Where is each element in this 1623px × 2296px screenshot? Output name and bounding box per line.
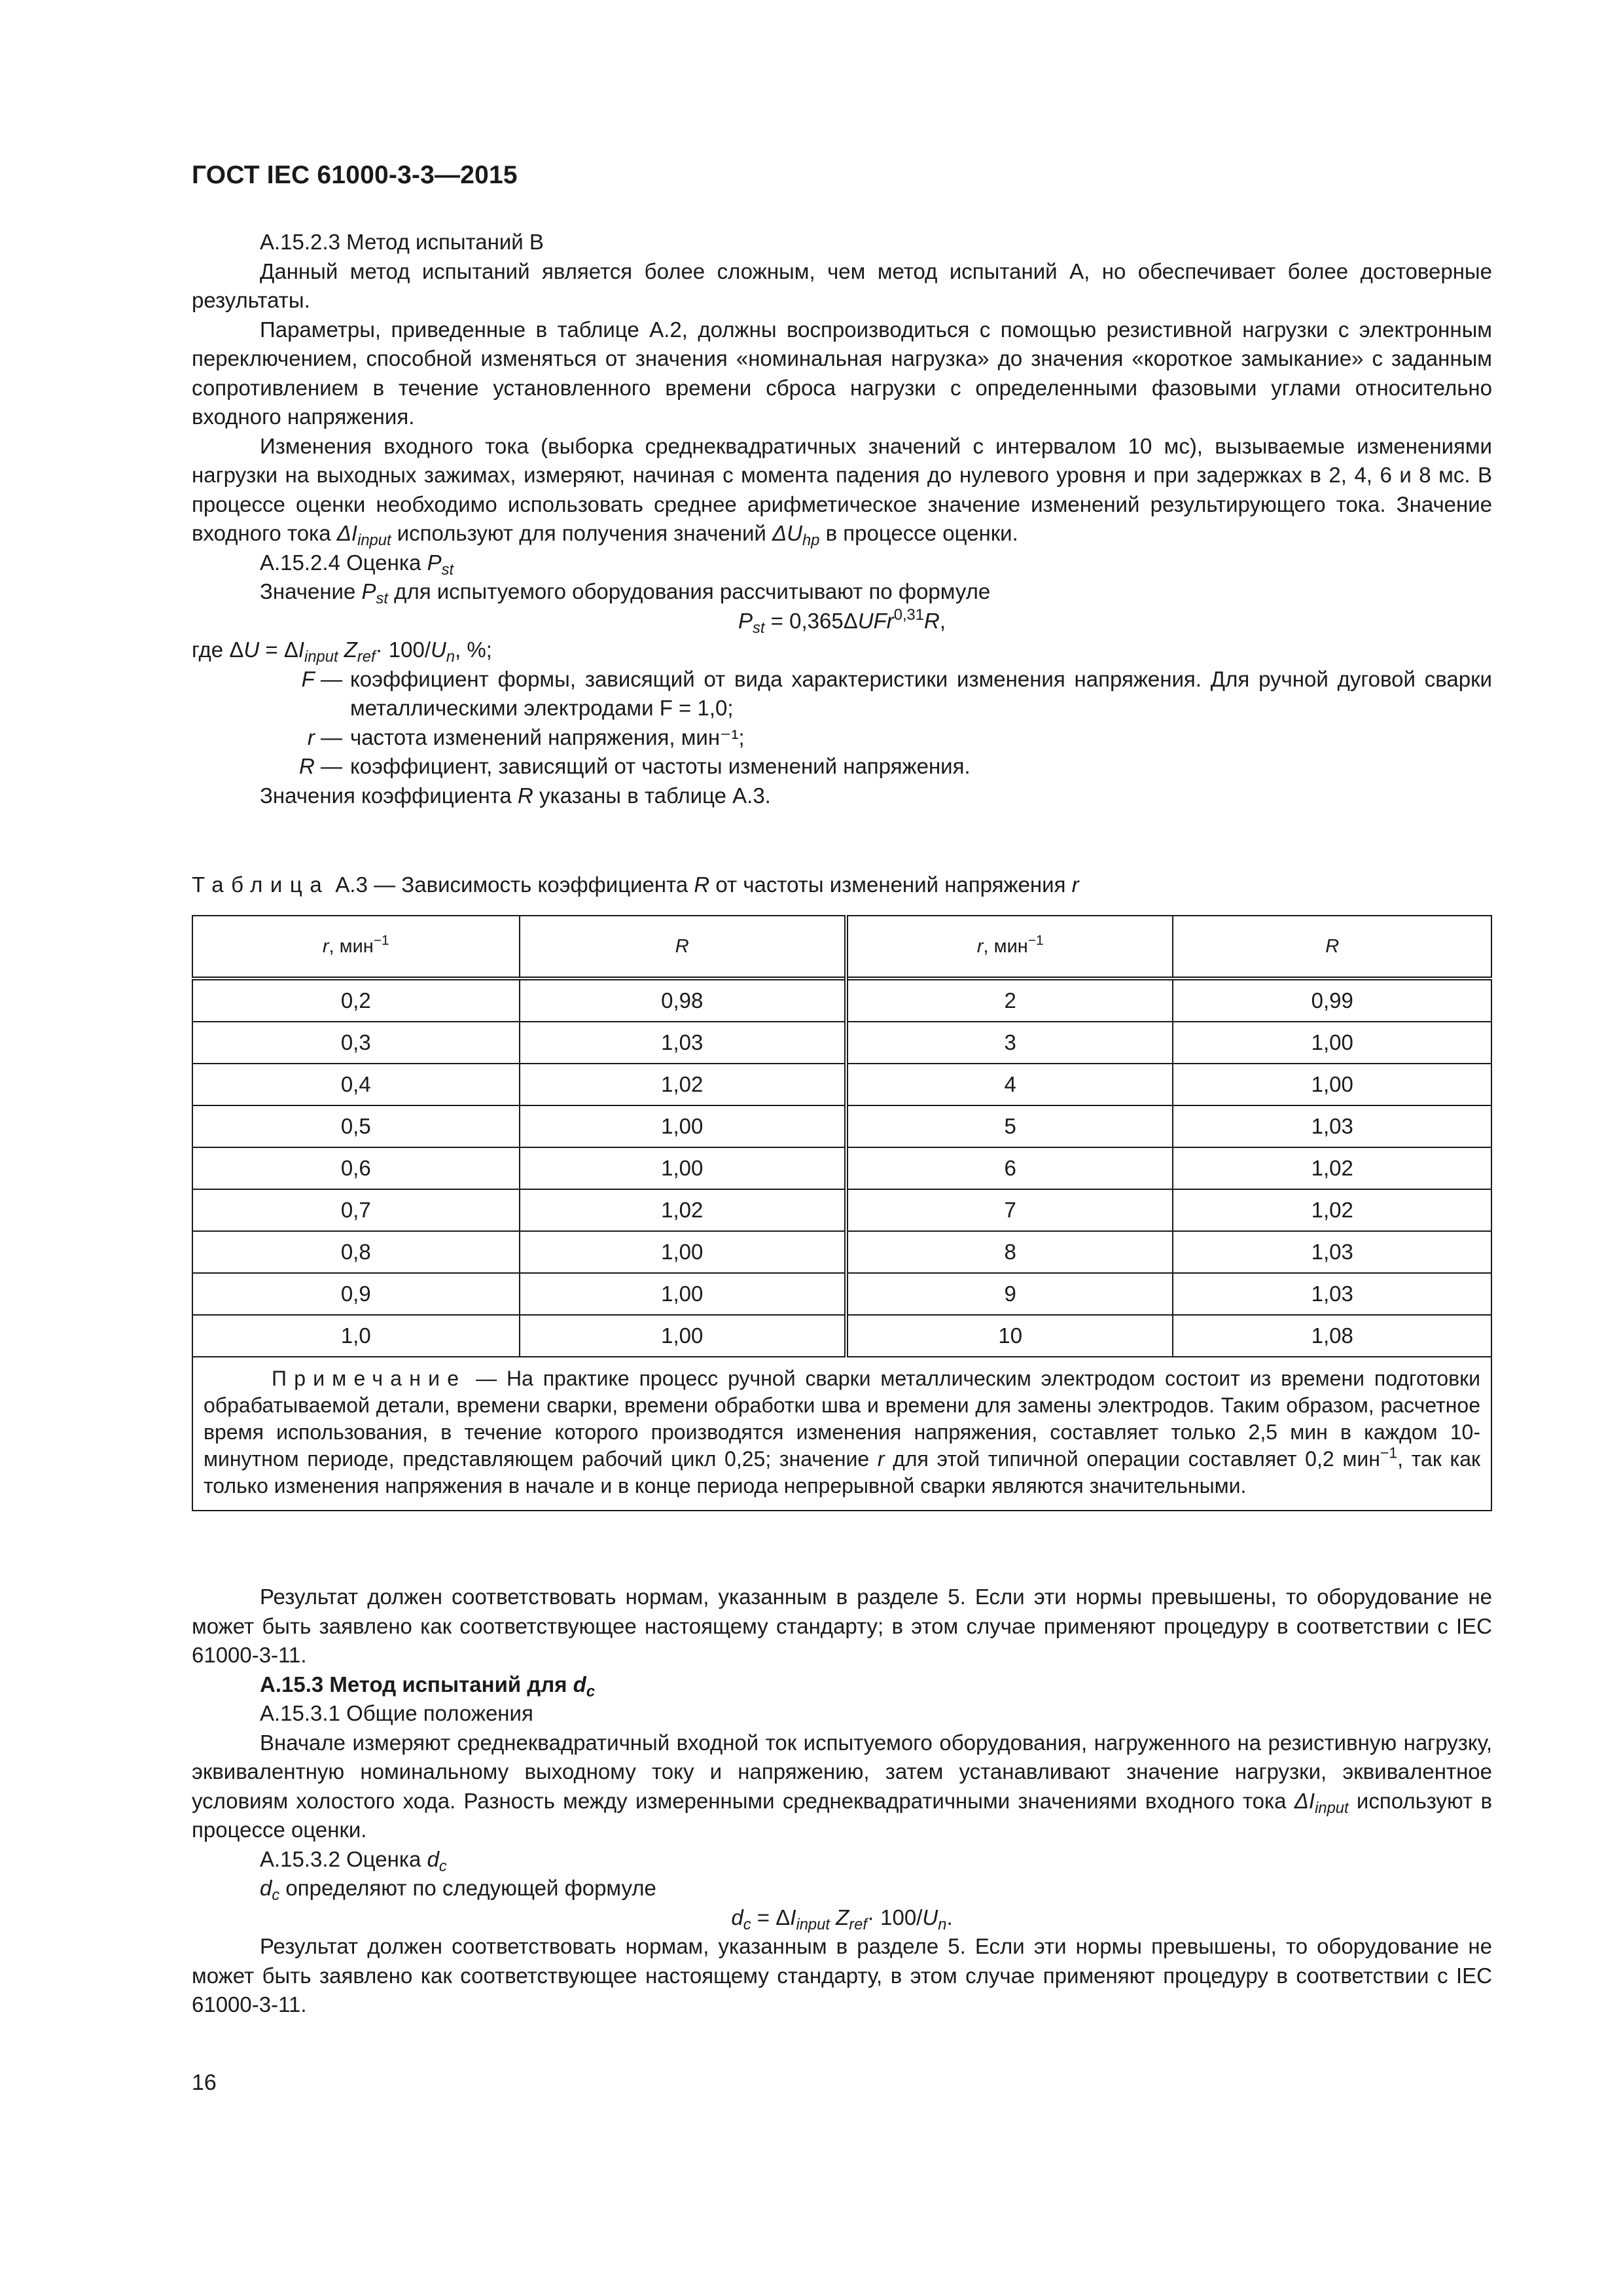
table-cell: 1,03 — [1173, 1273, 1491, 1315]
table-cell: 8 — [846, 1231, 1173, 1273]
paragraph: Результат должен соответствовать нормам, указанным в разделе 5. Если эти нормы превышены, то оборудование не может быть заявлено как соответствующее настоящему стандарту, в этом случае применяют процедуру в соответствии с IEC 61000-3-11. — [192, 1934, 1492, 2017]
table-cell: 1,00 — [520, 1147, 846, 1189]
definition-list — [192, 665, 1492, 781]
paragraph: Изменения входного тока (выборка среднеквадратичных значений с интервалом 10 мс), вызываемые изменениями нагрузки на выходных зажимах, измеряют, начиная с момента падения до нулевого уровня и при задержках в 2, 4, 6 и 8 мс. В процессе оценки необходимо использовать среднее арифметическое значение изменений результирующего тока. Значение входного тока $\Delta I_{input}$ используют для получения значений $\Delta U_{hp}$ в процессе оценки. — [192, 433, 1492, 550]
formula-pst: $P_{st} = 0,365\Delta UFr^{0,31}R$, — [738, 605, 946, 637]
column-header-r: r, мин$^{-1}$ — [192, 916, 520, 978]
paragraph: Вначале измеряют среднеквадратичный входной ток испытуемого оборудования, нагруженного на резистивную нагрузку, эквивалентную номинальному выходному току и напряжению, затем устанавливают значение нагрузки, эквивалентное условиям холостого хода. Разность между измеренными среднеквадратичными значениями входного тока $\Delta I_{input}$ используют в процессе оценки. — [192, 1730, 1492, 1842]
section-heading: А.15.3.1 Общие положения — [260, 1701, 533, 1725]
table-cell: 5 — [846, 1105, 1173, 1147]
table-cell: 1,00 — [520, 1273, 846, 1315]
table-cell: 1,08 — [1173, 1315, 1491, 1357]
column-header-R: R — [1173, 916, 1491, 978]
table-row — [192, 1147, 1491, 1189]
table-cell: 10 — [846, 1315, 1173, 1357]
table-cell: 6 — [846, 1147, 1173, 1189]
table-cell: 1,00 — [520, 1315, 846, 1357]
table-cell: 0,3 — [192, 1022, 520, 1064]
page-number: 16 — [192, 2070, 217, 2095]
formula-dc: $d_c = \Delta I_{input}$ $Z_{ref}\cdot 100/U_n$. — [731, 1905, 953, 1933]
table-cell: 3 — [846, 1022, 1173, 1064]
section-heading: А.15.3.2 Оценка $d_c$ — [260, 1846, 447, 1875]
table-note: Примечание — На практике процесс ручной сварки металлическим электродом состоит из времени подготовки обрабатываемой детали, времени сварки, времени обработки шва и времени для замены электродов. Таким образом, расчетное время использования, в течение которого производятся изменения напряжения, составляет только 2,5 мин в каждом 10-минутном периоде, представляющем рабочий цикл 0,25; значение r для этой типичной операции составляет 0,2 мин$^{-1}$, так как только изменения напряжения в начале и в конце периода непрерывной сварки являются значительными. — [192, 1357, 1491, 1511]
table-cell: 1,03 — [1173, 1231, 1491, 1273]
formula-where: где $\Delta U = \Delta I_{input}$ $Z_{ref}\cdot 100/U_n$, %; — [192, 637, 492, 666]
section-heading: А.15.3 Метод испытаний для $d_c$ — [260, 1672, 596, 1700]
definition-item: F — коэффициент формы, зависящий от вида характеристики изменения напряжения. Для ручной дуговой сварки металлическими электродами F = 1,0; — [301, 666, 1492, 720]
table-cell: 1,0 — [192, 1315, 520, 1357]
table-row — [192, 1105, 1491, 1147]
table-cell: 1,02 — [1173, 1147, 1491, 1189]
table-row — [192, 1064, 1491, 1105]
table-row — [192, 1231, 1491, 1273]
table-cell: 1,00 — [520, 1231, 846, 1273]
paragraph: Параметры, приведенные в таблице А.2, должны воспроизводиться с помощью резистивной нагрузки с электронным переключением, способной изменяться от значения «номинальная нагрузка» до значения «короткое замыкание» с заданным сопротивлением в течение установленного времени сброса нагрузки с определенными фазовыми углами относительно входного напряжения. — [192, 317, 1492, 429]
table-row — [192, 1022, 1491, 1064]
table-cell: 0,98 — [520, 978, 846, 1022]
table-row — [192, 1315, 1491, 1357]
section-after-table — [192, 1583, 1492, 2020]
definition-item: R — коэффициент, зависящий от частоты изменений напряжения. — [298, 754, 971, 778]
table-note-row — [192, 1357, 1491, 1511]
table-header-row — [192, 916, 1491, 978]
paragraph: Данный метод испытаний является более сложным, чем метод испытаний А, но обеспечивает более достоверные результаты. — [192, 259, 1492, 312]
table-cell: 1,03 — [520, 1022, 846, 1064]
table-cell: 0,7 — [192, 1189, 520, 1231]
table-cell: 0,9 — [192, 1273, 520, 1315]
table-cell: 0,4 — [192, 1064, 520, 1105]
standard-header: ГОСТ IEC 61000-3-3—2015 — [192, 161, 518, 189]
table-row — [192, 978, 1491, 1022]
section-heading: А.15.2.4 Оценка $P_{st}$ — [260, 550, 454, 579]
table-cell: 1,02 — [520, 1189, 846, 1231]
definition-item: r — частота изменений напряжения, мин⁻¹; — [307, 725, 745, 749]
paragraph: Значение $P_{st}$ для испытуемого оборудования рассчитывают по формуле — [260, 579, 991, 608]
table-cell: 1,00 — [1173, 1064, 1491, 1105]
column-header-R: R — [520, 916, 846, 978]
table-cell: 1,02 — [1173, 1189, 1491, 1231]
section-a1523 — [192, 228, 1492, 810]
paragraph: $d_c$ определяют по следующей формуле — [260, 1876, 656, 1905]
table-cell: 1,00 — [1173, 1022, 1491, 1064]
table-cell: 0,99 — [1173, 978, 1491, 1022]
table-cell: 1,00 — [520, 1105, 846, 1147]
table-cell: 2 — [846, 978, 1173, 1022]
column-header-r: r, мин$^{-1}$ — [846, 916, 1173, 978]
table-cell: 0,2 — [192, 978, 520, 1022]
table-cell: 0,5 — [192, 1105, 520, 1147]
paragraph: Значения коэффициента R указаны в таблице А.3. — [260, 783, 771, 808]
table-cell: 1,02 — [520, 1064, 846, 1105]
table-row — [192, 1189, 1491, 1231]
table-a3 — [192, 915, 1492, 1511]
section-heading: А.15.2.3 Метод испытаний В — [260, 230, 544, 254]
table-row — [192, 1273, 1491, 1315]
table-cell: 9 — [846, 1273, 1173, 1315]
table-cell: 0,8 — [192, 1231, 520, 1273]
table-cell: 4 — [846, 1064, 1173, 1105]
paragraph: Результат должен соответствовать нормам, указанным в разделе 5. Если эти нормы превышены, то оборудование не может быть заявлено как соответствующее настоящему стандарту; в этом случае применяют процедуру в соответствии с IEC 61000-3-11. — [192, 1585, 1492, 1667]
table-cell: 7 — [846, 1189, 1173, 1231]
table-caption: Таблица А.3 — Зависимость коэффициента R от частоты изменений напряжения r — [192, 872, 1079, 897]
table-cell: 0,6 — [192, 1147, 520, 1189]
table-cell: 1,03 — [1173, 1105, 1491, 1147]
